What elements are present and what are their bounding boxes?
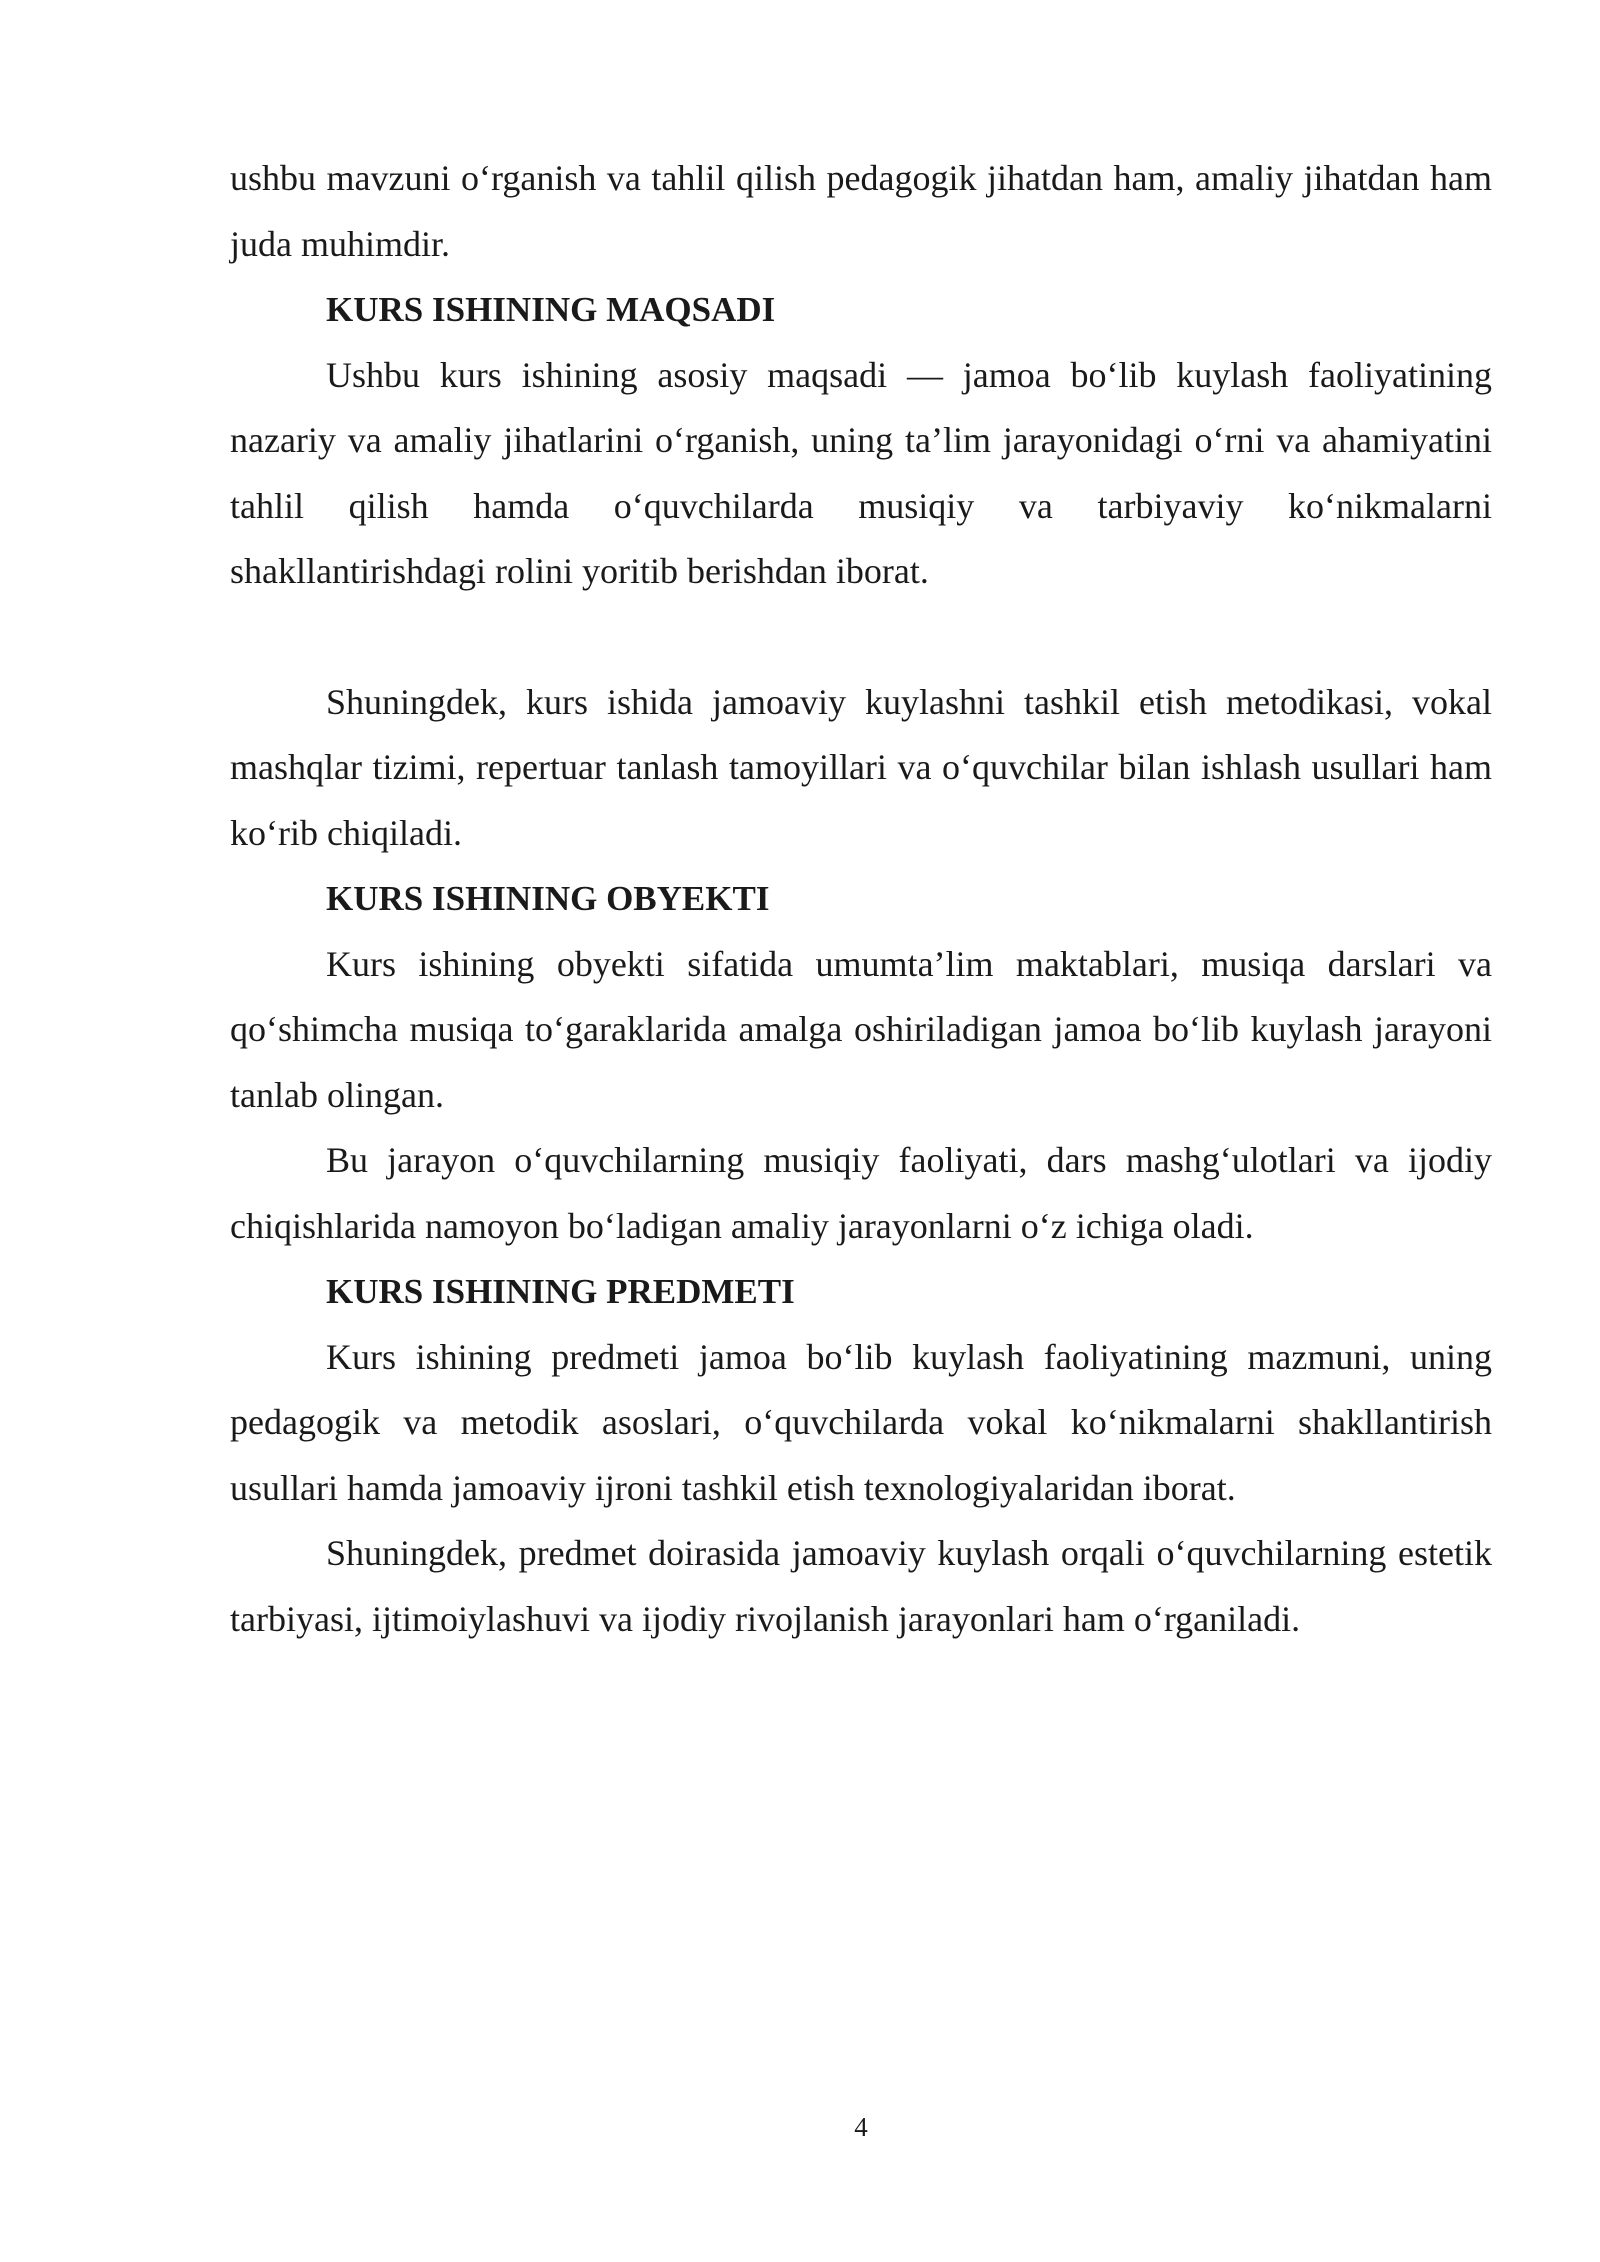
page-number: 4 — [854, 2112, 868, 2142]
obyekt-heading: KURS ISHINING OBYEKTI — [326, 879, 770, 918]
predmet-heading: KURS ISHINING PREDMETI — [326, 1272, 795, 1311]
predmet-paragraph-2: Shuningdek, predmet doirasida jamoaviy kuylash orqali o‘quvchilarning estetik tarbiyasi, ijtimoiylashuvi va ijodiy rivojlanish jarayonlari ham o‘rganiladi. — [230, 1533, 1492, 1639]
obyekt-paragraph-2: Bu jarayon o‘quvchilarning musiqiy faoliyati, dars mashg‘ulotlari va ijodiy chiqishlarida namoyon bo‘ladigan amaliy jarayonlarni o‘z ichiga oladi. — [230, 1140, 1492, 1246]
maqsad-heading: KURS ISHINING MAQSADI — [326, 290, 776, 329]
intro-paragraph: ushbu mavzuni o‘rganish va tahlil qilish pedagogik jihatdan ham, amaliy jihatdan ham juda muhimdir. — [230, 158, 1492, 264]
blank-line — [230, 605, 1492, 670]
page-body — [230, 146, 1492, 1652]
obyekt-paragraph-1: Kurs ishining obyekti sifatida umumta’lim maktablari, musiqa darslari va qo‘shimcha musiqa to‘garaklarida amalga oshiriladigan jamoa bo‘lib kuylash jarayoni tanlab olingan. — [230, 943, 1492, 1115]
maqsad-paragraph-2: Shuningdek, kurs ishida jamoaviy kuylashni tashkil etish metodikasi, vokal mashqlar tizimi, repertuar tanlash tamoyillari va o‘quvchilar bilan ishlash usullari ham ko‘rib chiqiladi. — [230, 681, 1492, 853]
predmet-paragraph-1: Kurs ishining predmeti jamoa bo‘lib kuylash faoliyatining mazmuni, uning pedagogik va metodik asoslari, o‘quvchilarda vokal ko‘nikmalarni shakllantirish usullari hamda jamoaviy ijroni tashkil etish texnologiyalaridan iborat. — [230, 1336, 1492, 1508]
maqsad-paragraph-1: Ushbu kurs ishining asosiy maqsadi — jamoa bo‘lib kuylash faoliyatining nazariy va amaliy jihatlarini o‘rganish, uning ta’lim jarayonidagi o‘rni va ahamiyatini tahlil qilish hamda o‘quvchilarda musiqiy va tarbiyaviy ko‘nikmalarni shakllantirishdagi rolini yoritib berishdan iborat. — [230, 354, 1492, 591]
